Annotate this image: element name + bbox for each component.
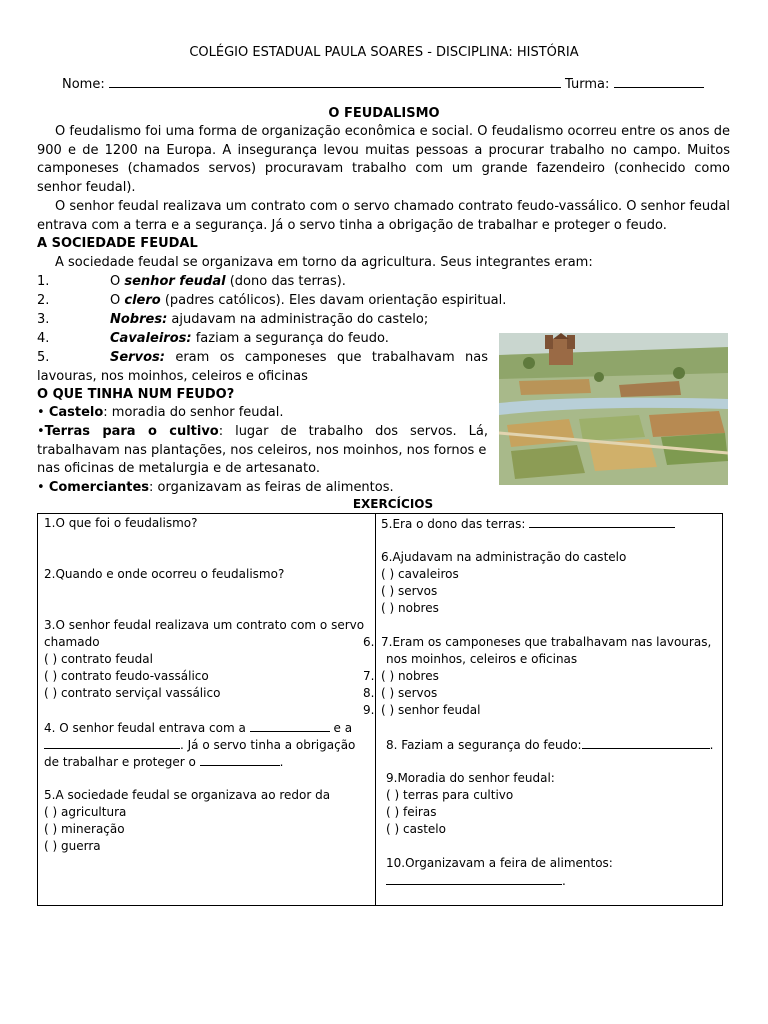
q7-option-2[interactable]: ( ) servos — [381, 686, 438, 700]
question-8: 8. Faziam a segurança do feudo: . — [386, 738, 714, 752]
question-4-cont-2: de trabalhar e proteger o . — [44, 755, 284, 769]
member-item-4: Cavaleiros: faziam a segurança do feudo. — [110, 331, 389, 346]
member-num-3: 3. — [37, 312, 50, 327]
name-field-row — [62, 75, 704, 95]
article-title: O FEUDALISMO — [328, 106, 440, 121]
right-question-5: 5.Era o dono das terras: — [381, 515, 675, 533]
member-term: senhor feudal — [124, 274, 226, 289]
q10-blank[interactable] — [386, 872, 562, 885]
question-3-cont: chamado — [44, 635, 100, 649]
member-term: Servos: — [110, 350, 165, 365]
school-title: COLÉGIO ESTADUAL PAULA SOARES - DISCIPLINA: HISTÓRIA — [189, 45, 579, 60]
exercises-column-divider — [375, 513, 376, 906]
bullet: • — [37, 424, 45, 439]
member-item-1: O senhor feudal (dono das terras). — [110, 274, 346, 289]
q4-blank-1[interactable] — [250, 719, 330, 732]
question-6: 6.Ajudavam na administração do castelo — [381, 550, 627, 564]
member-item-5-cont: lavouras, nos moinhos, celeiros e oficinas — [37, 369, 308, 384]
paragraph-2: O senhor feudal realizava um contrato com o servo chamado contrato feudo-vassálico. O senhor feudal entrava com a terra e a segurança. Já o servo tinha a obrigação de trabalhar e proteger o feudo. — [37, 199, 730, 233]
name-field[interactable] — [109, 75, 561, 88]
society-heading: A SOCIEDADE FEUDAL — [37, 236, 198, 251]
margin-number: 7. — [363, 669, 375, 683]
fief-illustration — [499, 333, 728, 485]
question-3: 3.O senhor feudal realizava um contrato com o servo — [44, 618, 365, 632]
q6-option-3[interactable]: ( ) nobres — [381, 601, 439, 615]
margin-number: 9. — [363, 703, 375, 717]
q6-option-2[interactable]: ( ) servos — [381, 584, 438, 598]
q4-blank-2[interactable] — [44, 736, 180, 749]
class-label: Turma: — [565, 77, 610, 92]
member-num-2: 2. — [37, 293, 50, 308]
q9-option-1[interactable]: ( ) terras para cultivo — [386, 788, 514, 802]
question-1: 1.O que foi o feudalismo? — [44, 516, 198, 530]
question-4-cont-1: . Já o servo tinha a obrigação — [44, 736, 355, 754]
fief-item-lands-cont-1: trabalhavam nas plantações, nos celeiros, nos moinhos, nos fornos e — [37, 443, 487, 458]
question-10: 10.Organizavam a feira de alimentos: — [386, 856, 613, 870]
q9-option-3[interactable]: ( ) castelo — [386, 822, 446, 836]
class-field[interactable] — [614, 75, 704, 88]
q7-option-1[interactable]: ( ) nobres — [381, 669, 439, 683]
member-num-1: 1. — [37, 274, 50, 289]
society-intro: A sociedade feudal se organizava em torno da agricultura. Seus integrantes eram: — [55, 255, 593, 270]
exercises-heading: EXERCÍCIOS — [352, 497, 434, 511]
question-5: 5.A sociedade feudal se organizava ao redor da — [44, 788, 331, 802]
q7-option-3[interactable]: ( ) senhor feudal — [381, 703, 481, 717]
bullet: • — [37, 480, 45, 495]
question-7: 7.Eram os camponeses que trabalhavam nas lavouras, — [381, 635, 712, 649]
q5-option-2[interactable]: ( ) mineração — [44, 822, 125, 836]
q3-option-1[interactable]: ( ) contrato feudal — [44, 652, 153, 666]
member-term: clero — [124, 293, 161, 308]
right-q5-blank[interactable] — [529, 515, 675, 528]
q5-option-1[interactable]: ( ) agricultura — [44, 805, 127, 819]
q9-option-2[interactable]: ( ) feiras — [386, 805, 437, 819]
q6-option-1[interactable]: ( ) cavaleiros — [381, 567, 459, 581]
q5-option-3[interactable]: ( ) guerra — [44, 839, 101, 853]
member-num-5: 5. — [37, 350, 50, 365]
fief-item-merchants: • Comerciantes: organizavam as feiras de alimentos. — [37, 480, 394, 495]
fief-item-castle: • Castelo: moradia do senhor feudal. — [37, 405, 284, 420]
member-term: Cavaleiros: — [110, 331, 192, 346]
member-item-2: O clero (padres católicos). Eles davam orientação espiritual. — [110, 293, 507, 308]
margin-number: 8. — [363, 686, 375, 700]
fief-heading: O QUE TINHA NUM FEUDO? — [37, 387, 235, 402]
question-9: 9.Moradia do senhor feudal: — [386, 771, 555, 785]
member-item-3: Nobres: ajudavam na administração do castelo; — [110, 312, 429, 327]
question-10-answer: . — [386, 872, 566, 890]
q3-option-3[interactable]: ( ) contrato serviçal vassálico — [44, 686, 221, 700]
member-term: Nobres: — [110, 312, 168, 327]
q4-blank-3[interactable] — [200, 753, 280, 766]
q8-blank[interactable] — [582, 736, 710, 749]
member-item-5: Servos: eram os camponeses que trabalhavam nas — [110, 350, 488, 365]
question-2: 2.Quando e onde ocorreu o feudalismo? — [44, 567, 285, 581]
margin-number: 6. — [363, 635, 375, 649]
q3-option-2[interactable]: ( ) contrato feudo-vassálico — [44, 669, 209, 683]
paragraph-1: O feudalismo foi uma forma de organização econômica e social. O feudalismo ocorreu entre os anos de 900 e de 1200 na Europa. A insegurança levou muitas pessoas a procurar trabalho no campo. Muitos camponeses (chamados servos) procuravam trabalho com um grande fazendeiro (conhecido como senhor feudal). — [37, 124, 730, 195]
medieval-fief-illustration-icon — [499, 333, 728, 485]
fief-item-lands: •Terras para o cultivo: lugar de trabalho dos servos. Lá, — [37, 424, 488, 439]
bullet: • — [37, 405, 45, 420]
fief-item-lands-cont-2: nas oficinas de metalurgia e de artesanato. — [37, 461, 320, 476]
member-num-4: 4. — [37, 331, 50, 346]
question-7-cont: nos moinhos, celeiros e oficinas — [386, 652, 578, 666]
name-label: Nome: — [62, 77, 105, 92]
question-4: 4. O senhor feudal entrava com a e a — [44, 721, 353, 735]
